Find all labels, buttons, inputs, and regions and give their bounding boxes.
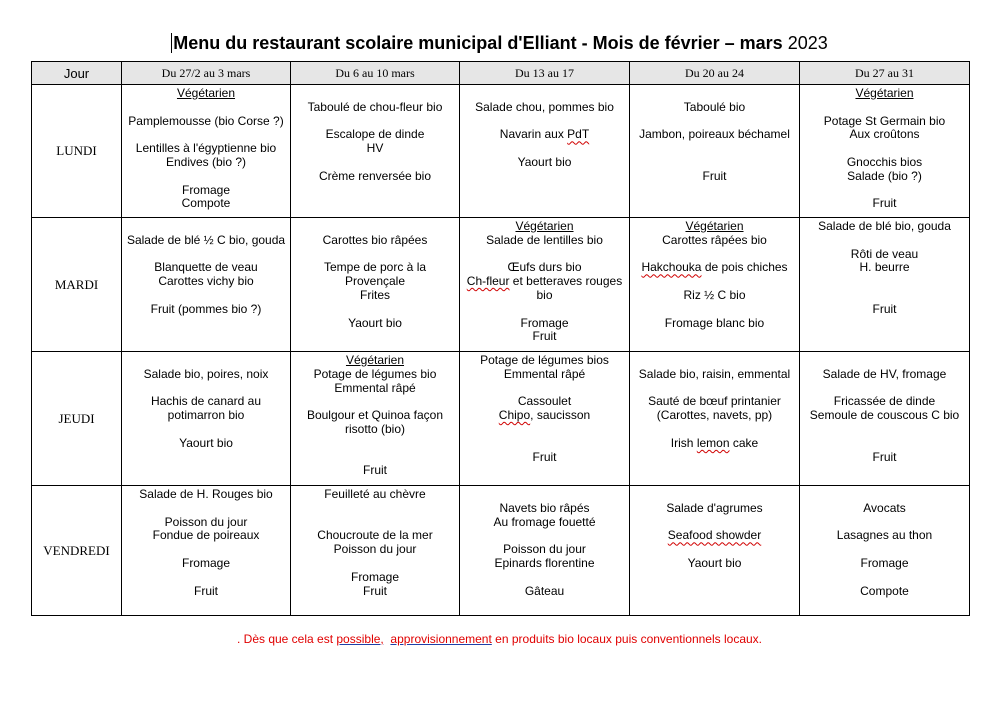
menu-item: risotto (bio)	[344, 421, 406, 436]
menu-table	[31, 61, 970, 616]
menu-item: Au fromage fouetté	[493, 514, 596, 529]
menu-item	[122, 382, 290, 396]
menu-item: Fruit	[872, 449, 897, 464]
menu-item: Salade de HV, fromage	[822, 366, 947, 381]
menu-cell-lines	[630, 352, 799, 451]
menu-item	[630, 303, 799, 317]
menu-item: Fruit	[532, 449, 557, 464]
menu-item: Boulgour et Quinoa façon	[306, 408, 444, 423]
menu-item: Escalope de dinde	[325, 127, 425, 142]
menu-item	[800, 275, 969, 289]
menu-item: Poisson du jour	[164, 514, 248, 529]
menu-item: Feuilleté au chèvre	[324, 487, 426, 501]
menu-item: Yaourt bio	[517, 154, 572, 169]
menu-item: Fruit	[702, 168, 727, 183]
menu-cell-lines	[291, 85, 459, 184]
page-title	[0, 32, 999, 54]
menu-item: Salade de blé bio, gouda	[818, 219, 951, 233]
menu-item	[122, 101, 290, 115]
menu-cell	[630, 352, 800, 486]
menu-item	[291, 303, 459, 317]
spacer-line	[460, 87, 629, 101]
menu-item: Yaourt bio	[179, 435, 233, 450]
menu-item	[291, 502, 459, 516]
menu-item	[291, 437, 459, 451]
menu-item	[460, 248, 629, 262]
menu-cell	[291, 352, 460, 486]
vegetarian-label: Végétarien	[515, 219, 574, 233]
menu-cell	[122, 218, 291, 352]
menu-item: bio	[536, 287, 553, 302]
menu-item: Epinards florentine	[494, 555, 595, 570]
menu-item	[122, 423, 290, 437]
menu-item	[800, 423, 969, 437]
menu-item	[122, 289, 290, 303]
menu-item: Emmental râpé	[503, 366, 586, 381]
vegetarian-label: Végétarien	[176, 86, 236, 100]
menu-item	[630, 423, 799, 437]
menu-cell	[291, 218, 460, 352]
menu-item	[460, 529, 629, 543]
spacer-line	[122, 220, 290, 234]
menu-item: Fondue de poireaux	[152, 528, 260, 543]
menu-item: Lentilles à l'égyptienne bio	[135, 141, 277, 156]
menu-cell-lines	[630, 85, 799, 184]
menu-item	[291, 248, 459, 262]
menu-item	[122, 170, 290, 184]
menu-item	[460, 409, 629, 423]
menu-cell	[291, 486, 460, 616]
menu-cell	[122, 85, 291, 218]
menu-cell-lines	[800, 85, 969, 211]
menu-item	[122, 248, 290, 262]
menu-item	[460, 571, 629, 585]
menu-item	[460, 115, 629, 129]
menu-item: Semoule de couscous C bio	[809, 408, 960, 423]
menu-item: Salade (bio ?)	[847, 168, 922, 183]
menu-item	[122, 128, 290, 142]
menu-item-text: de pois chiches	[701, 260, 788, 275]
menu-item: Taboulé bio	[683, 99, 746, 114]
menu-item: Compote	[860, 583, 909, 598]
menu-cell	[122, 486, 291, 616]
menu-item	[122, 502, 290, 516]
menu-item: potimarron bio	[167, 408, 245, 423]
menu-cell-lines	[800, 218, 969, 317]
menu-item: Potage de légumes bios	[480, 353, 609, 367]
menu-item	[291, 451, 459, 465]
menu-cell	[800, 352, 970, 486]
menu-item	[630, 156, 799, 170]
note-underlined-approvisionnement: approvisionnement	[390, 632, 492, 646]
day-label: VENDREDI	[32, 486, 122, 616]
menu-item: Navets bio râpés	[499, 500, 590, 515]
menu-item: Provençale	[344, 274, 406, 289]
menu-cell-lines	[291, 486, 459, 598]
spellcheck-word: Ch-fleur	[466, 274, 510, 289]
menu-item: Choucroute de la mer	[317, 528, 433, 543]
header-row	[32, 62, 970, 85]
menu-item: Fruit	[363, 583, 387, 598]
menu-item	[291, 516, 459, 530]
menu-cell-lines	[630, 218, 799, 330]
menu-item-text: et betteraves rouges	[509, 274, 623, 289]
title-year: 2023	[787, 33, 828, 53]
header-week-4: Du 20 au 24	[630, 62, 800, 85]
spellcheck-word: lemon	[696, 435, 730, 450]
menu-item	[460, 382, 629, 396]
menu-cell-lines	[122, 486, 290, 598]
menu-cell	[460, 486, 630, 616]
menu-item	[630, 142, 799, 156]
day-label: MARDI	[32, 218, 122, 352]
menu-item	[800, 184, 969, 198]
menu-item: Blanquette de veau	[154, 260, 258, 275]
menu-item	[630, 248, 799, 262]
menu-item-text: , saucisson	[530, 408, 591, 423]
menu-item	[630, 529, 799, 543]
menu-item: Fricassée de dinde	[833, 394, 936, 409]
menu-cell-lines	[122, 352, 290, 451]
menu-item	[291, 557, 459, 571]
menu-cell	[800, 218, 970, 352]
menu-item-text: Irish	[670, 435, 697, 450]
menu-item-text: cake	[729, 435, 759, 450]
menu-item	[122, 571, 290, 585]
menu-cell-lines	[800, 352, 969, 464]
menu-item: (Carottes, navets, pp)	[656, 408, 773, 423]
menu-item	[800, 571, 969, 585]
menu-cell-lines	[460, 85, 629, 170]
menu-item: Salade bio, poires, noix	[143, 366, 269, 381]
menu-item: Emmental râpé	[334, 380, 416, 395]
menu-item: Carottes vichy bio	[158, 274, 254, 289]
menu-cell-lines	[122, 85, 290, 211]
day-label: LUNDI	[32, 85, 122, 218]
menu-cell	[460, 352, 630, 486]
menu-item	[460, 142, 629, 156]
menu-item: Poisson du jour	[503, 542, 586, 557]
menu-item-text: Navarin aux	[499, 127, 568, 142]
menu-item: Salade de blé ½ C bio, gouda	[126, 232, 286, 247]
menu-item	[630, 543, 799, 557]
header-week-5: Du 27 au 31	[800, 62, 970, 85]
menu-item: Riz ½ C bio	[683, 287, 746, 302]
menu-item	[460, 303, 629, 317]
menu-item	[291, 115, 459, 129]
spacer-line	[291, 87, 459, 101]
menu-cell	[122, 352, 291, 486]
menu-item: Fromage	[860, 555, 909, 570]
menu-item	[800, 142, 969, 156]
menu-item: Gnocchis bios	[846, 154, 923, 169]
vegetarian-label: Végétarien	[685, 219, 744, 233]
menu-item	[630, 275, 799, 289]
menu-item: Tempe de porc à la	[323, 260, 427, 275]
menu-cell-lines	[460, 218, 629, 344]
menu-item	[800, 289, 969, 303]
menu-item	[800, 516, 969, 530]
note-text-start: . Dès que cela est	[236, 632, 337, 646]
menu-item	[800, 382, 969, 396]
spacer-line	[630, 87, 799, 101]
menu-cell-lines	[291, 352, 459, 478]
menu-item	[460, 128, 629, 142]
menu-item: Aux croûtons	[849, 127, 920, 142]
menu-item: Poisson du jour	[333, 542, 417, 557]
spellcheck-word: PdT	[567, 127, 590, 142]
vegetarian-label: Végétarien	[345, 353, 405, 367]
spacer-line	[460, 488, 629, 502]
menu-item: Frites	[360, 287, 390, 302]
menu-item	[630, 261, 799, 275]
header-week-1: Du 27/2 au 3 mars	[122, 62, 291, 85]
header-week-2: Du 6 au 10 mars	[291, 62, 460, 85]
menu-item: Salade bio, raisin, emmental	[638, 366, 791, 381]
menu-item: Potage St Germain bio	[823, 113, 946, 128]
menu-row-mardi	[32, 218, 970, 352]
menu-cell	[800, 85, 970, 218]
menu-item: Fruit	[363, 463, 387, 478]
menu-item: Salade de lentilles bio	[486, 232, 603, 247]
header-jour: Jour	[32, 62, 122, 85]
spellcheck-word: Chipo	[498, 408, 531, 423]
menu-cell	[460, 218, 630, 352]
header-week-3: Du 13 au 17	[460, 62, 630, 85]
menu-item: Fruit	[532, 329, 557, 344]
menu-item: H. beurre	[859, 260, 910, 275]
spellcheck-word: Seafood showder	[667, 528, 762, 543]
menu-cell	[630, 85, 800, 218]
menu-item: Yaourt bio	[687, 555, 742, 570]
spacer-line	[122, 354, 290, 368]
menu-item	[630, 437, 799, 451]
menu-item	[800, 437, 969, 451]
spacer-line	[800, 354, 969, 368]
menu-item: Fromage	[520, 315, 569, 330]
menu-item: Cassoulet	[517, 394, 572, 409]
menu-cell-lines	[291, 218, 459, 330]
menu-item	[122, 543, 290, 557]
note-text-end: en produits bio locaux puis conventionnels locaux.	[491, 632, 762, 646]
menu-cell	[630, 218, 800, 352]
menu-item	[630, 382, 799, 396]
menu-cell	[460, 85, 630, 218]
menu-item: HV	[366, 141, 384, 156]
footer-note	[0, 632, 999, 646]
spacer-line	[630, 354, 799, 368]
menu-item	[800, 101, 969, 115]
menu-item: Rôti de veau	[850, 246, 919, 261]
menu-item	[800, 543, 969, 557]
spacer-line	[800, 488, 969, 502]
menu-cell	[800, 486, 970, 616]
spacer-line	[630, 488, 799, 502]
menu-item: Fromage	[181, 555, 231, 570]
menu-item: Fruit (pommes bio ?)	[150, 301, 262, 316]
menu-item	[291, 156, 459, 170]
menu-item: Taboulé de chou-fleur bio	[307, 99, 443, 114]
menu-cell-lines	[460, 352, 629, 464]
menu-item: Hachis de canard au	[150, 394, 262, 409]
menu-item	[291, 395, 459, 409]
menu-item: Fruit	[872, 196, 897, 211]
day-label: JEUDI	[32, 352, 122, 486]
menu-item: Jambon, poireaux béchamel	[639, 127, 790, 142]
menu-row-jeudi	[32, 352, 970, 486]
menu-cell-lines	[122, 218, 290, 317]
menu-item	[460, 423, 629, 437]
menu-item: Compote	[181, 196, 231, 211]
menu-item: Fromage	[181, 182, 231, 197]
menu-item: Fruit	[872, 301, 897, 316]
menu-item: Sauté de bœuf printanier	[648, 394, 781, 409]
menu-item: Fromage blanc bio	[664, 315, 765, 330]
menu-cell	[630, 486, 800, 616]
menu-row-vendredi	[32, 486, 970, 616]
menu-item: Pamplemousse (bio Corse ?)	[128, 113, 284, 128]
menu-item: Endives (bio ?)	[165, 154, 247, 169]
note-underlined-possible: possible,	[336, 632, 384, 646]
menu-item: Carottes râpées bio	[662, 232, 767, 247]
menu-cell-lines	[630, 486, 799, 571]
menu-item: Avocats	[863, 500, 906, 515]
menu-item	[630, 115, 799, 129]
title-text: Menu du restaurant scolaire municipal d'Elliant - Mois de février – mars	[173, 33, 783, 53]
spacer-line	[291, 220, 459, 234]
menu-item: Potage de légumes bio	[313, 366, 437, 381]
menu-item: Fromage	[350, 569, 400, 584]
menu-cell-lines	[460, 486, 629, 598]
menu-item: Fruit	[194, 583, 218, 598]
menu-item	[630, 516, 799, 530]
menu-item	[800, 234, 969, 248]
menu-item: Lasagnes au thon	[836, 528, 933, 543]
menu-item: Œufs durs bio	[507, 260, 582, 275]
menu-item: Carottes bio râpées	[322, 232, 428, 247]
menu-item	[460, 275, 629, 289]
spellcheck-word: Hakchouka	[641, 260, 702, 275]
vegetarian-label: Végétarien	[855, 86, 914, 100]
menu-item: Salade chou, pommes bio	[475, 99, 614, 114]
menu-item: Salade d'agrumes	[666, 500, 763, 515]
menu-item	[460, 437, 629, 451]
menu-row-lundi	[32, 85, 970, 218]
menu-item: Salade de H. Rouges bio	[139, 487, 273, 501]
menu-item: Gâteau	[524, 583, 565, 598]
menu-item: Yaourt bio	[348, 315, 402, 330]
menu-cell-lines	[800, 486, 969, 598]
menu-item: Crème renversée bio	[318, 168, 432, 183]
menu-cell	[291, 85, 460, 218]
